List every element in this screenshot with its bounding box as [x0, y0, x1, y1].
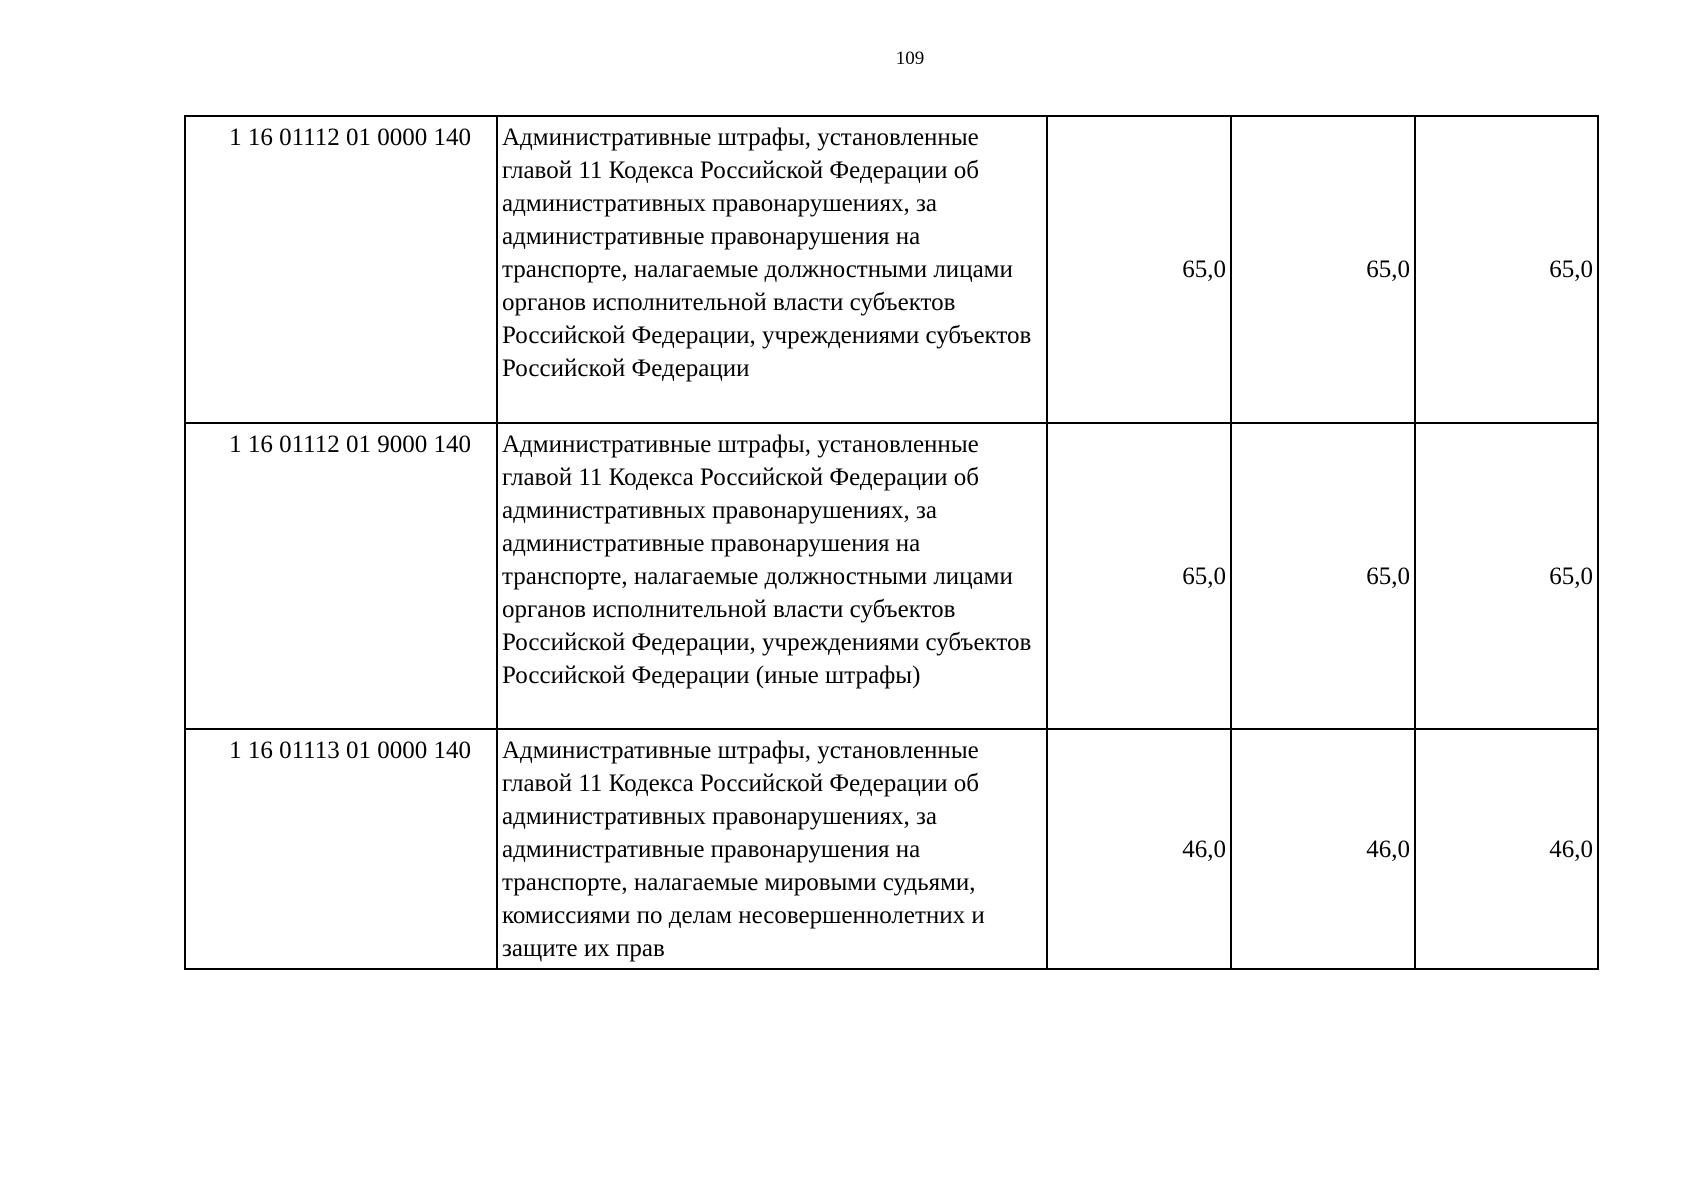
revenue-name-cell: Административные штрафы, установленные главой 11 Кодекса Российской Федерации об административных правонарушениях, за административные правонарушения на транспорте, налагаемые должностными лицами органов исполнительной власти субъектов Российской Федерации, учреждениями субъектов Российской Федерации	[497, 116, 1047, 423]
value-cell-year-1: 46,0	[1047, 729, 1231, 969]
value-cell-year-2: 46,0	[1231, 729, 1415, 969]
value-cell-year-2: 65,0	[1231, 116, 1415, 423]
revenue-name-cell: Административные штрафы, установленные главой 11 Кодекса Российской Федерации об административных правонарушениях, за административные правонарушения на транспорте, налагаемые мировыми судьями, комиссиями по делам несовершеннолетних и защите их прав	[497, 729, 1047, 969]
value-cell-year-1: 65,0	[1047, 116, 1231, 423]
value-cell-year-2: 65,0	[1231, 423, 1415, 729]
table-row	[185, 729, 1598, 969]
budget-table	[184, 115, 1599, 970]
table-row	[185, 116, 1598, 423]
value-cell-year-3: 65,0	[1415, 423, 1598, 729]
value-cell-year-3: 46,0	[1415, 729, 1598, 969]
page-number: 109	[895, 48, 925, 69]
value-cell-year-1: 65,0	[1047, 423, 1231, 729]
budget-code-cell: 1 16 01112 01 0000 140	[185, 116, 497, 423]
budget-code-cell: 1 16 01113 01 0000 140	[185, 729, 497, 969]
revenue-name-cell: Административные штрафы, установленные главой 11 Кодекса Российской Федерации об административных правонарушениях, за административные правонарушения на транспорте, налагаемые должностными лицами органов исполнительной власти субъектов Российской Федерации, учреждениями субъектов Российской Федерации (иные штрафы)	[497, 423, 1047, 729]
value-cell-year-3: 65,0	[1415, 116, 1598, 423]
table-row	[185, 423, 1598, 729]
budget-code-cell: 1 16 01112 01 9000 140	[185, 423, 497, 729]
